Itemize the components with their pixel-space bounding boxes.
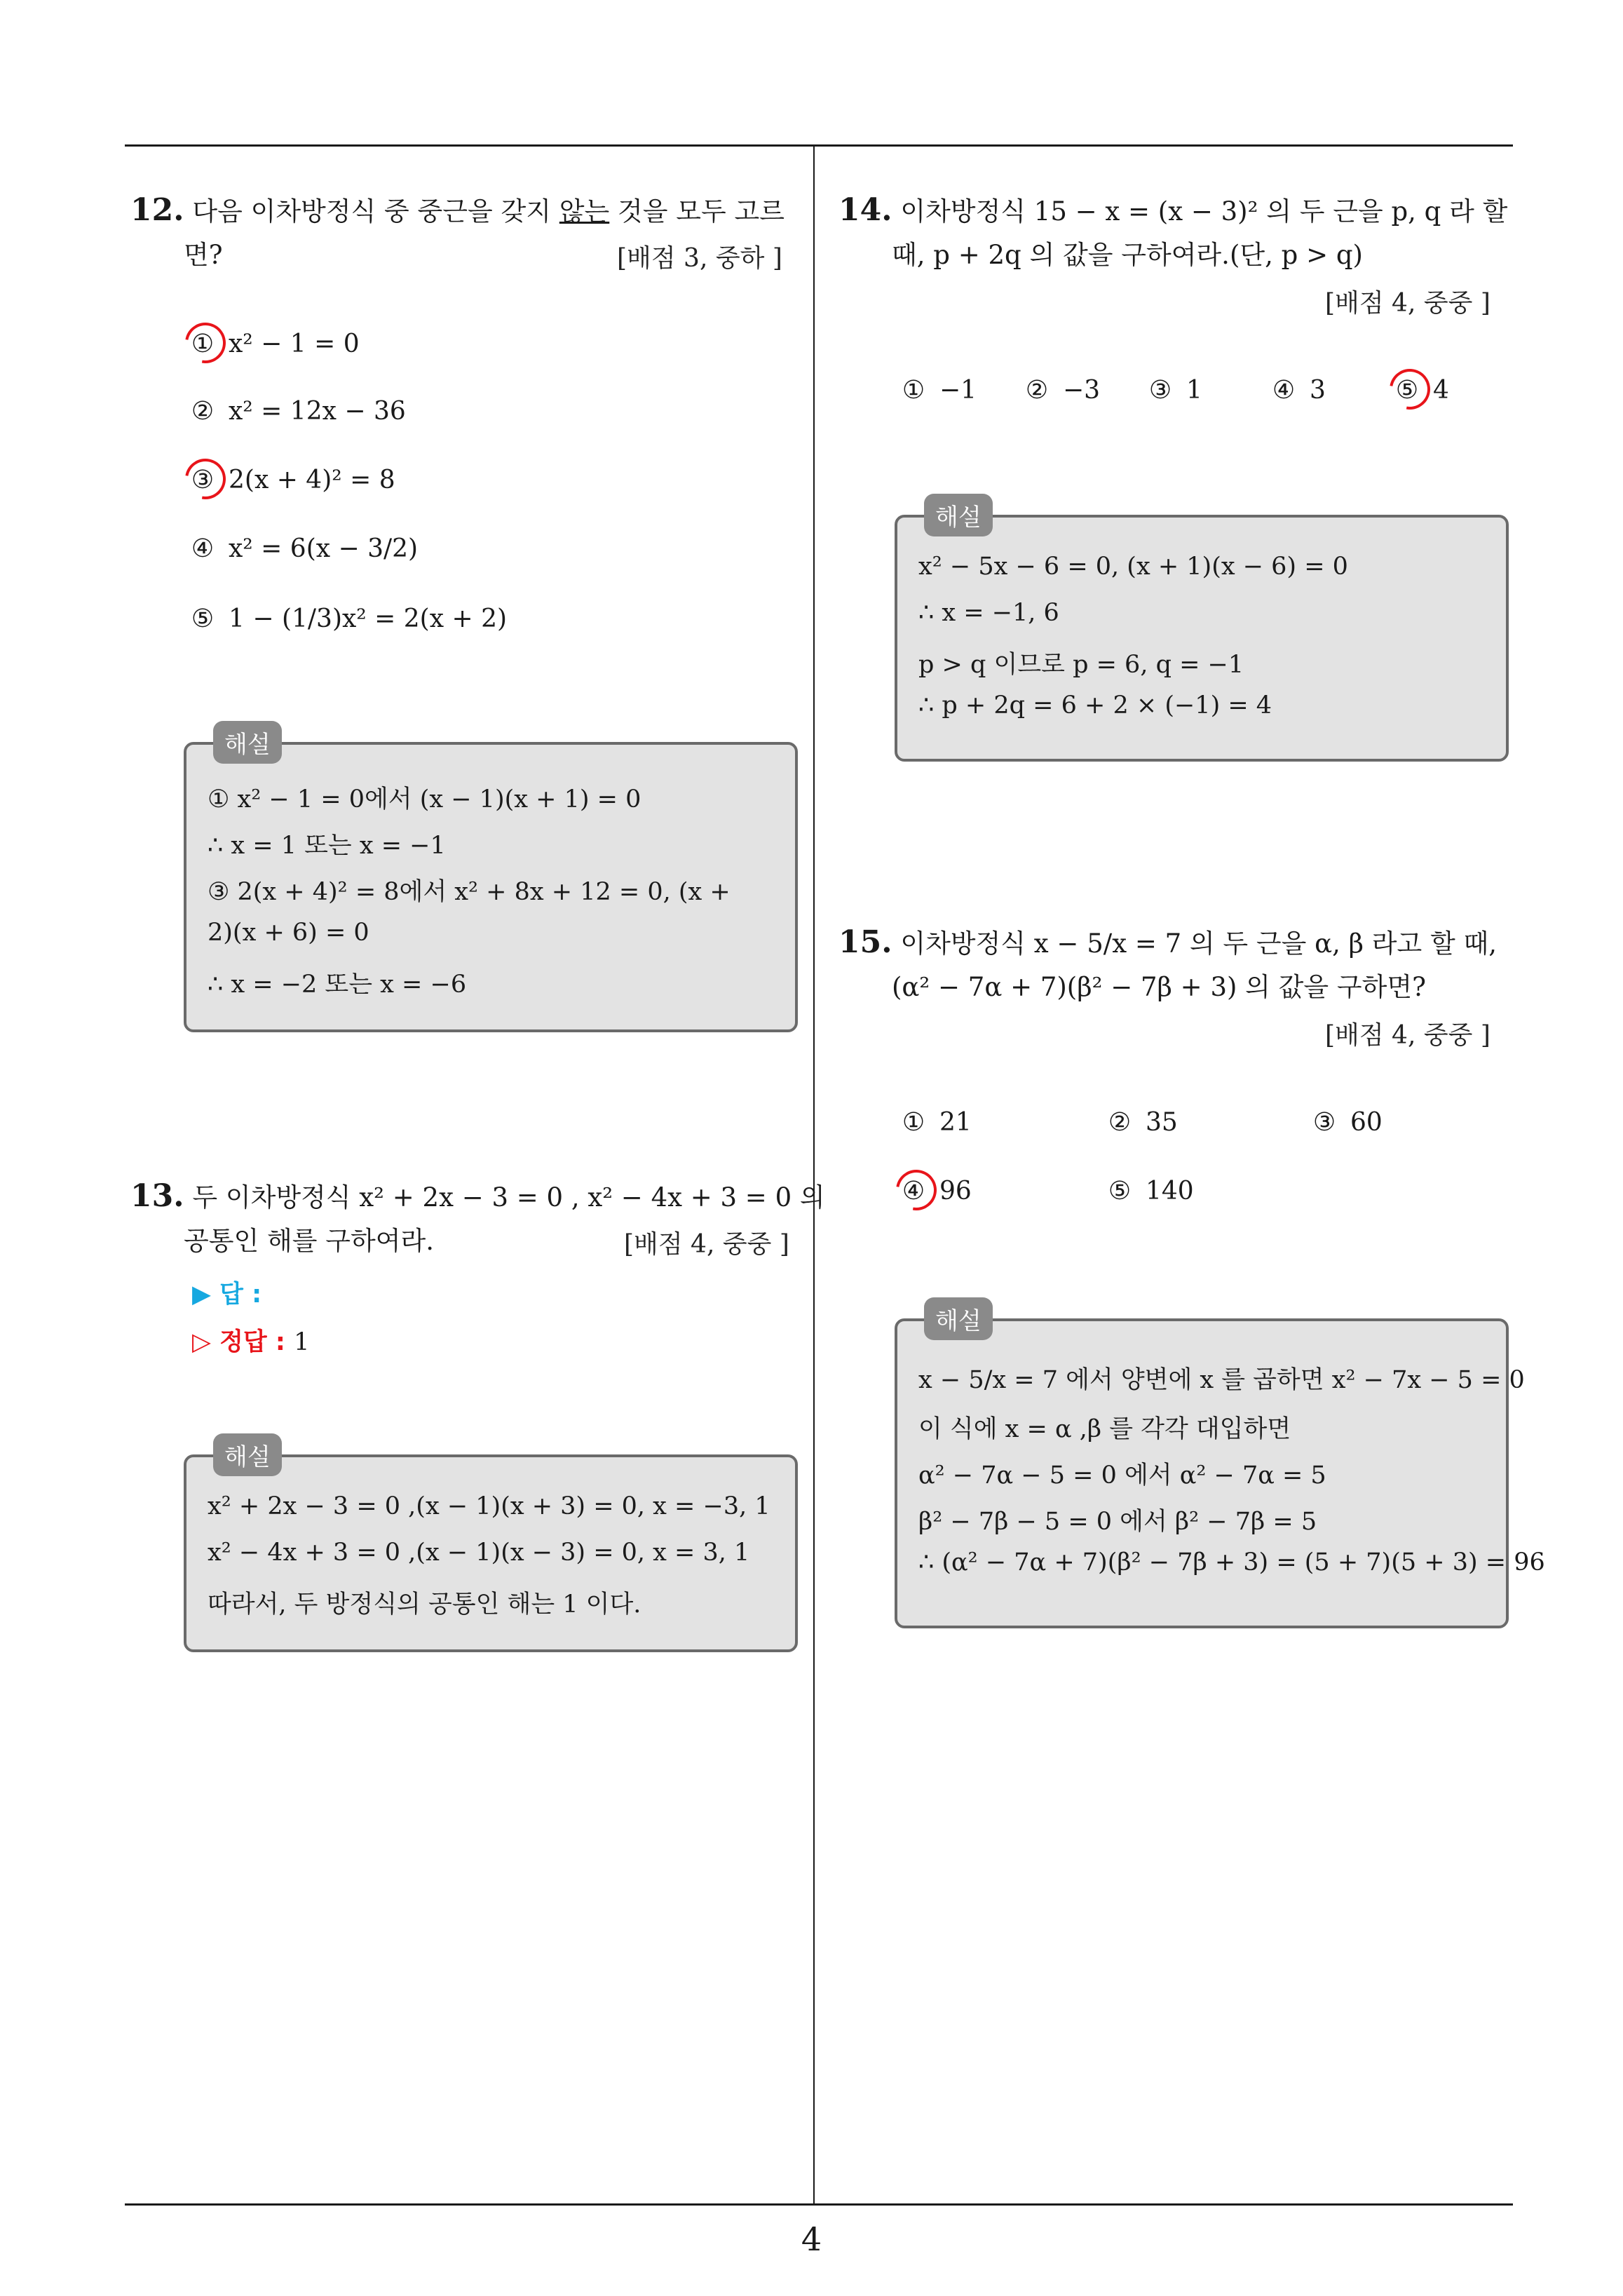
solution-box — [184, 731, 798, 1032]
correct-answer-label: ▷ 정답 : — [192, 1328, 285, 1356]
correct-answer-value: 1 — [294, 1328, 310, 1356]
solution-label: 해설 — [213, 721, 282, 764]
choice-mark: ① — [191, 330, 215, 358]
choice-mark: ④ — [191, 534, 215, 563]
choice-expr: x² = 12x − 36 — [229, 397, 406, 426]
choice-mark: ② — [1025, 376, 1049, 405]
choice-mark: ⑤ — [1108, 1177, 1132, 1206]
choice-item[interactable] — [1024, 376, 1100, 405]
choice-expr: 60 — [1350, 1108, 1383, 1137]
choice-mark: ② — [1108, 1108, 1132, 1137]
question-text: 두 이차방정식 x² + 2x − 3 = 0 , x² − 4x + 3 = 0 의 — [192, 1182, 825, 1213]
question-text-line2: (α² − 7α + 7)(β² − 7β + 3) 의 값을 구하면? — [892, 972, 1426, 1002]
choice-item[interactable] — [189, 534, 418, 563]
solution-line: x − 5/x = 7 에서 양변에 x 를 곱하면 x² − 7x − 5 = 0 — [918, 1366, 1525, 1394]
solution-box — [895, 1307, 1545, 1628]
solution-line: ∴ x = 1 또는 x = −1 — [208, 832, 446, 860]
solution-line: β² − 7β − 5 = 0 에서 β² − 7β = 5 — [918, 1508, 1317, 1536]
solution-label: 해설 — [213, 1433, 282, 1476]
solution-line: x² + 2x − 3 = 0 ,(x − 1)(x + 3) = 0, x = −3, 1 — [208, 1492, 770, 1520]
choice-expr: 1 — [1186, 376, 1202, 405]
question-meta: [배점 4, 중중 ] — [1325, 289, 1490, 318]
solution-line: ∴ x = −1, 6 — [918, 599, 1059, 627]
solution-line: 이 식에 x = α ,β 를 각각 대입하면 — [918, 1415, 1291, 1443]
choice-mark: ④ — [902, 1177, 925, 1206]
solution-line: p > q 이므로 p = 6, q = −1 — [918, 651, 1244, 679]
question-text-line2: 면? — [184, 240, 223, 270]
choice-expr: 140 — [1146, 1177, 1194, 1206]
correct-answer — [192, 1323, 309, 1358]
solution-line: 따라서, 두 방정식의 공통인 해는 1 이다. — [208, 1591, 641, 1619]
choice-expr: x² = 6(x − 3/2) — [229, 534, 419, 563]
question-text: 이차방정식 x − 5/x = 7 의 두 근을 α, β 라고 할 때, — [900, 928, 1498, 959]
choice-item[interactable] — [1311, 1108, 1383, 1137]
question-text: 것을 모두 고르 — [609, 196, 785, 227]
choice-item[interactable] — [1270, 376, 1326, 405]
question-meta: [배점 4, 중중 ] — [1325, 1021, 1490, 1050]
choice-expr: 96 — [939, 1177, 972, 1206]
question-text-line2: 공통인 해를 구하여라. — [184, 1226, 434, 1256]
question-meta: [배점 4, 중중 ] — [624, 1230, 789, 1259]
choice-item[interactable] — [189, 605, 507, 633]
choice-item[interactable] — [1106, 1108, 1178, 1137]
page-number: 4 — [801, 2220, 822, 2258]
choice-mark: ③ — [1148, 376, 1172, 405]
choice-mark: ③ — [1312, 1108, 1336, 1137]
bottom-rule — [125, 2203, 1513, 2206]
choice-mark: ① — [902, 376, 925, 405]
top-rule — [125, 144, 1513, 147]
choice-item[interactable] — [1147, 376, 1202, 405]
choice-expr: −1 — [939, 376, 977, 405]
choice-expr: 1 − (1/3)x² = 2(x + 2) — [229, 605, 508, 633]
choice-expr: 2(x + 4)² = 8 — [229, 466, 395, 494]
choice-item[interactable] — [189, 397, 406, 426]
choice-mark: ① — [902, 1108, 925, 1137]
solution-line: ③ 2(x + 4)² = 8에서 x² + 8x + 12 = 0, (x + — [208, 878, 731, 906]
answer-mark-circle — [177, 451, 234, 508]
choice-mark: ② — [191, 397, 215, 426]
answer-mark-circle — [177, 315, 234, 372]
question-meta: [배점 3, 중하 ] — [617, 244, 782, 273]
solution-line: ∴ x = −2 또는 x = −6 — [208, 971, 467, 999]
question-text: 이차방정식 15 − x = (x − 3)² 의 두 근을 p, q 라 할 — [900, 196, 1508, 227]
solution-line: ① x² − 1 = 0에서 (x − 1)(x + 1) = 0 — [208, 785, 641, 813]
question-text-underlined: 않는 — [559, 196, 610, 227]
question-number: 15. — [838, 924, 892, 960]
choice-expr: 21 — [939, 1108, 972, 1137]
solution-label: 해설 — [924, 1297, 993, 1340]
choice-item[interactable] — [900, 376, 977, 405]
solution-line: ∴ p + 2q = 6 + 2 × (−1) = 4 — [918, 691, 1272, 720]
answer-mark-circle — [1382, 361, 1439, 418]
choice-expr: 3 — [1310, 376, 1326, 405]
solution-label: 해설 — [924, 494, 993, 536]
solution-line: α² − 7α − 5 = 0 에서 α² − 7α = 5 — [918, 1461, 1326, 1490]
question-number: 13. — [130, 1178, 184, 1214]
choice-expr: 4 — [1433, 376, 1449, 405]
answer-input-label[interactable]: ▶ 답 : — [192, 1281, 262, 1309]
choice-expr: −3 — [1063, 376, 1101, 405]
choice-mark: ⑤ — [1395, 376, 1419, 405]
choice-item[interactable] — [900, 1108, 972, 1137]
solution-line: x² − 5x − 6 = 0, (x + 1)(x − 6) = 0 — [918, 553, 1348, 581]
choice-expr: 35 — [1146, 1108, 1178, 1137]
solution-line: x² − 4x + 3 = 0 ,(x − 1)(x − 3) = 0, x = 3, 1 — [208, 1539, 750, 1567]
solution-box — [895, 504, 1509, 762]
question-number: 12. — [130, 192, 184, 228]
choice-expr: x² − 1 = 0 — [229, 330, 360, 358]
choice-mark: ③ — [191, 466, 215, 494]
choice-item[interactable] — [1106, 1177, 1194, 1206]
question-text: 다음 이차방정식 중 중근을 갖지 — [192, 196, 559, 227]
answer-mark-circle — [888, 1162, 945, 1219]
question-number: 14. — [838, 192, 892, 228]
solution-box — [184, 1443, 798, 1652]
solution-line: 2)(x + 6) = 0 — [208, 919, 369, 947]
question-text-line2: 때, p + 2q 의 값을 구하여라.(단, p > q) — [892, 240, 1363, 270]
choice-mark: ④ — [1272, 376, 1296, 405]
solution-line: ∴ (α² − 7α + 7)(β² − 7β + 3) = (5 + 7)(5 + 3) = 96 — [918, 1548, 1545, 1576]
choice-mark: ⑤ — [191, 605, 215, 633]
